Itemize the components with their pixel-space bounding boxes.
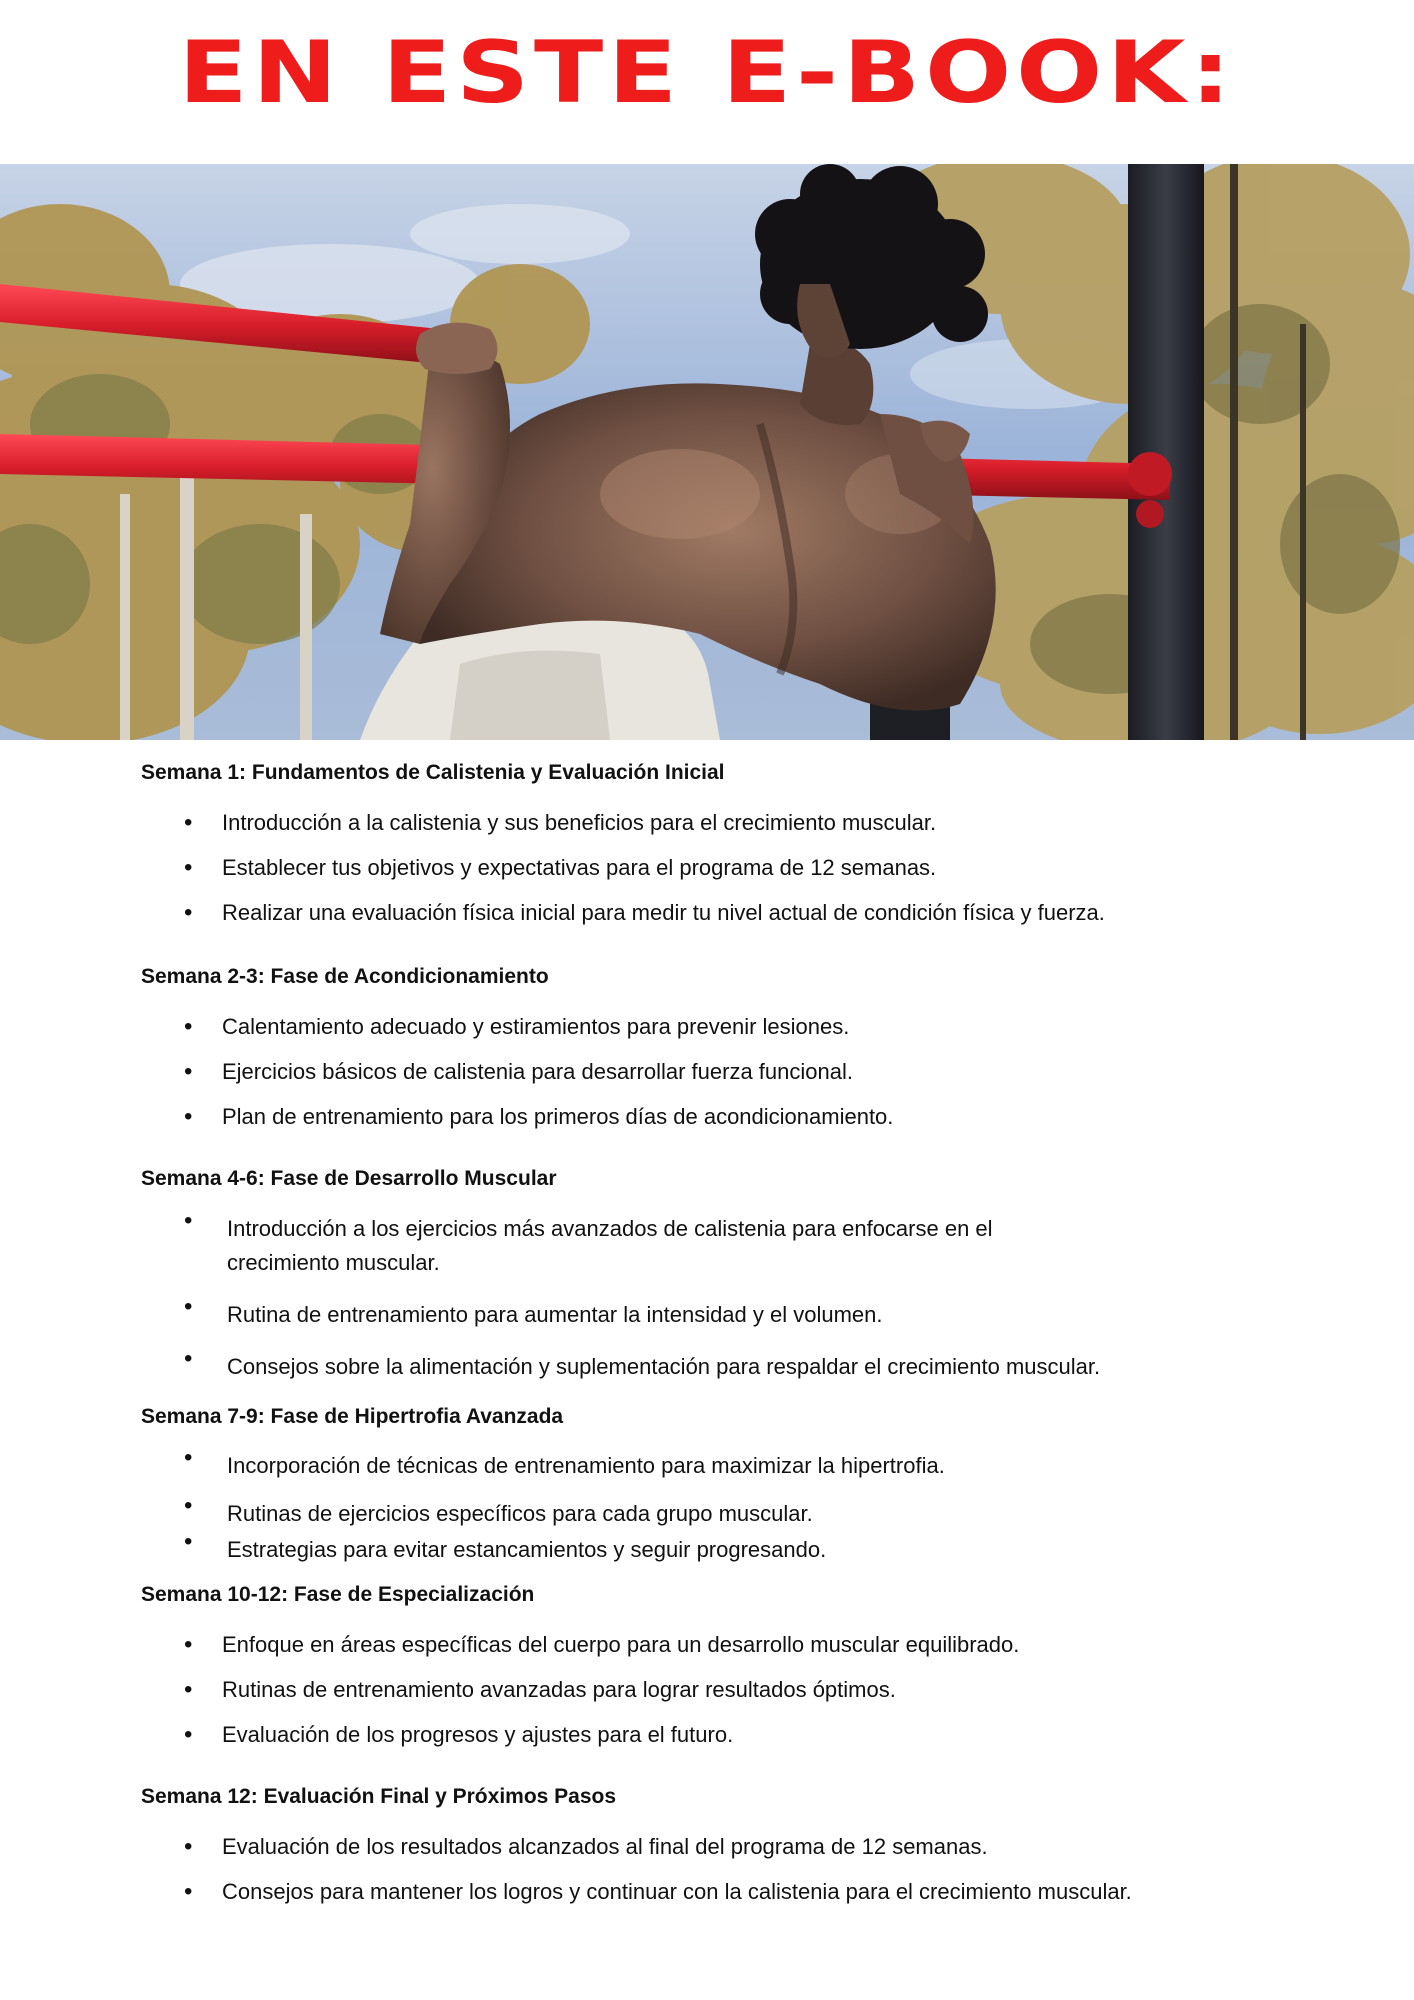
hero-photo <box>0 164 1414 740</box>
list-item: • Rutina de entrenamiento para aumentar la intensidad y el volumen. <box>141 1298 1301 1332</box>
section-week-7-9 <box>141 1402 1301 1566</box>
section-heading: Semana 10-12: Fase de Especialización <box>141 1583 535 1606</box>
list-item: • Rutinas de entrenamiento avanzadas para lograr resultados óptimos. <box>141 1673 1301 1707</box>
list-item: • Establecer tus objetivos y expectativas para el programa de 12 semanas. <box>141 851 1301 885</box>
list-item: • Calentamiento adecuado y estiramientos para prevenir lesiones. <box>141 1010 1301 1044</box>
page-title: EN ESTE E-BOOK: <box>178 23 1236 123</box>
section-heading: Semana 12: Evaluación Final y Próximos Pasos <box>141 1785 617 1808</box>
list-item: • Realizar una evaluación física inicial para medir tu nivel actual de condición física y fuerza. <box>141 896 1301 930</box>
bullet-list <box>141 1212 1301 1384</box>
list-item: • Plan de entrenamiento para los primeros días de acondicionamiento. <box>141 1100 1301 1134</box>
section-week-2-3 <box>141 962 1301 1134</box>
section-week-4-6 <box>141 1164 1301 1384</box>
list-item: • Consejos sobre la alimentación y suplementación para respaldar el crecimiento muscular. <box>141 1350 1301 1384</box>
section-heading: Semana 7-9: Fase de Hipertrofia Avanzada <box>141 1405 564 1428</box>
list-item: • Consejos para mantener los logros y continuar con la calistenia para el crecimiento muscular. <box>141 1875 1301 1909</box>
section-week-10-12 <box>141 1580 1301 1752</box>
content-area <box>141 758 1301 1920</box>
section-heading: Semana 2-3: Fase de Acondicionamiento <box>141 965 549 988</box>
section-heading: Semana 1: Fundamentos de Calistenia y Evaluación Inicial <box>141 761 725 784</box>
list-item: • Rutinas de ejercicios específicos para cada grupo muscular. <box>141 1498 1301 1530</box>
bullet-list <box>141 1010 1301 1134</box>
list-item: • Enfoque en áreas específicas del cuerpo para un desarrollo muscular equilibrado. <box>141 1628 1301 1662</box>
list-item: • Ejercicios básicos de calistenia para desarrollar fuerza funcional. <box>141 1055 1301 1089</box>
list-item: • Estrategias para evitar estancamientos y seguir progresando. <box>141 1534 1301 1566</box>
section-week-1 <box>141 758 1301 930</box>
bullet-list <box>141 1830 1301 1909</box>
list-item: • Incorporación de técnicas de entrenamiento para maximizar la hipertrofia. <box>141 1450 1301 1482</box>
section-heading: Semana 4-6: Fase de Desarrollo Muscular <box>141 1167 557 1190</box>
bullet-list <box>141 1450 1301 1566</box>
list-item: • Introducción a la calistenia y sus beneficios para el crecimiento muscular. <box>141 806 1301 840</box>
bullet-list <box>141 806 1301 930</box>
pull-up-illustration <box>0 164 1414 740</box>
list-item: • Evaluación de los progresos y ajustes para el futuro. <box>141 1718 1301 1752</box>
list-item: • Introducción a los ejercicios más avanzados de calistenia para enfocarse en el crecimiento muscular. <box>141 1212 1047 1280</box>
bullet-list <box>141 1628 1301 1752</box>
list-item: • Evaluación de los resultados alcanzados al final del programa de 12 semanas. <box>141 1830 1301 1864</box>
section-week-12 <box>141 1782 1301 1909</box>
